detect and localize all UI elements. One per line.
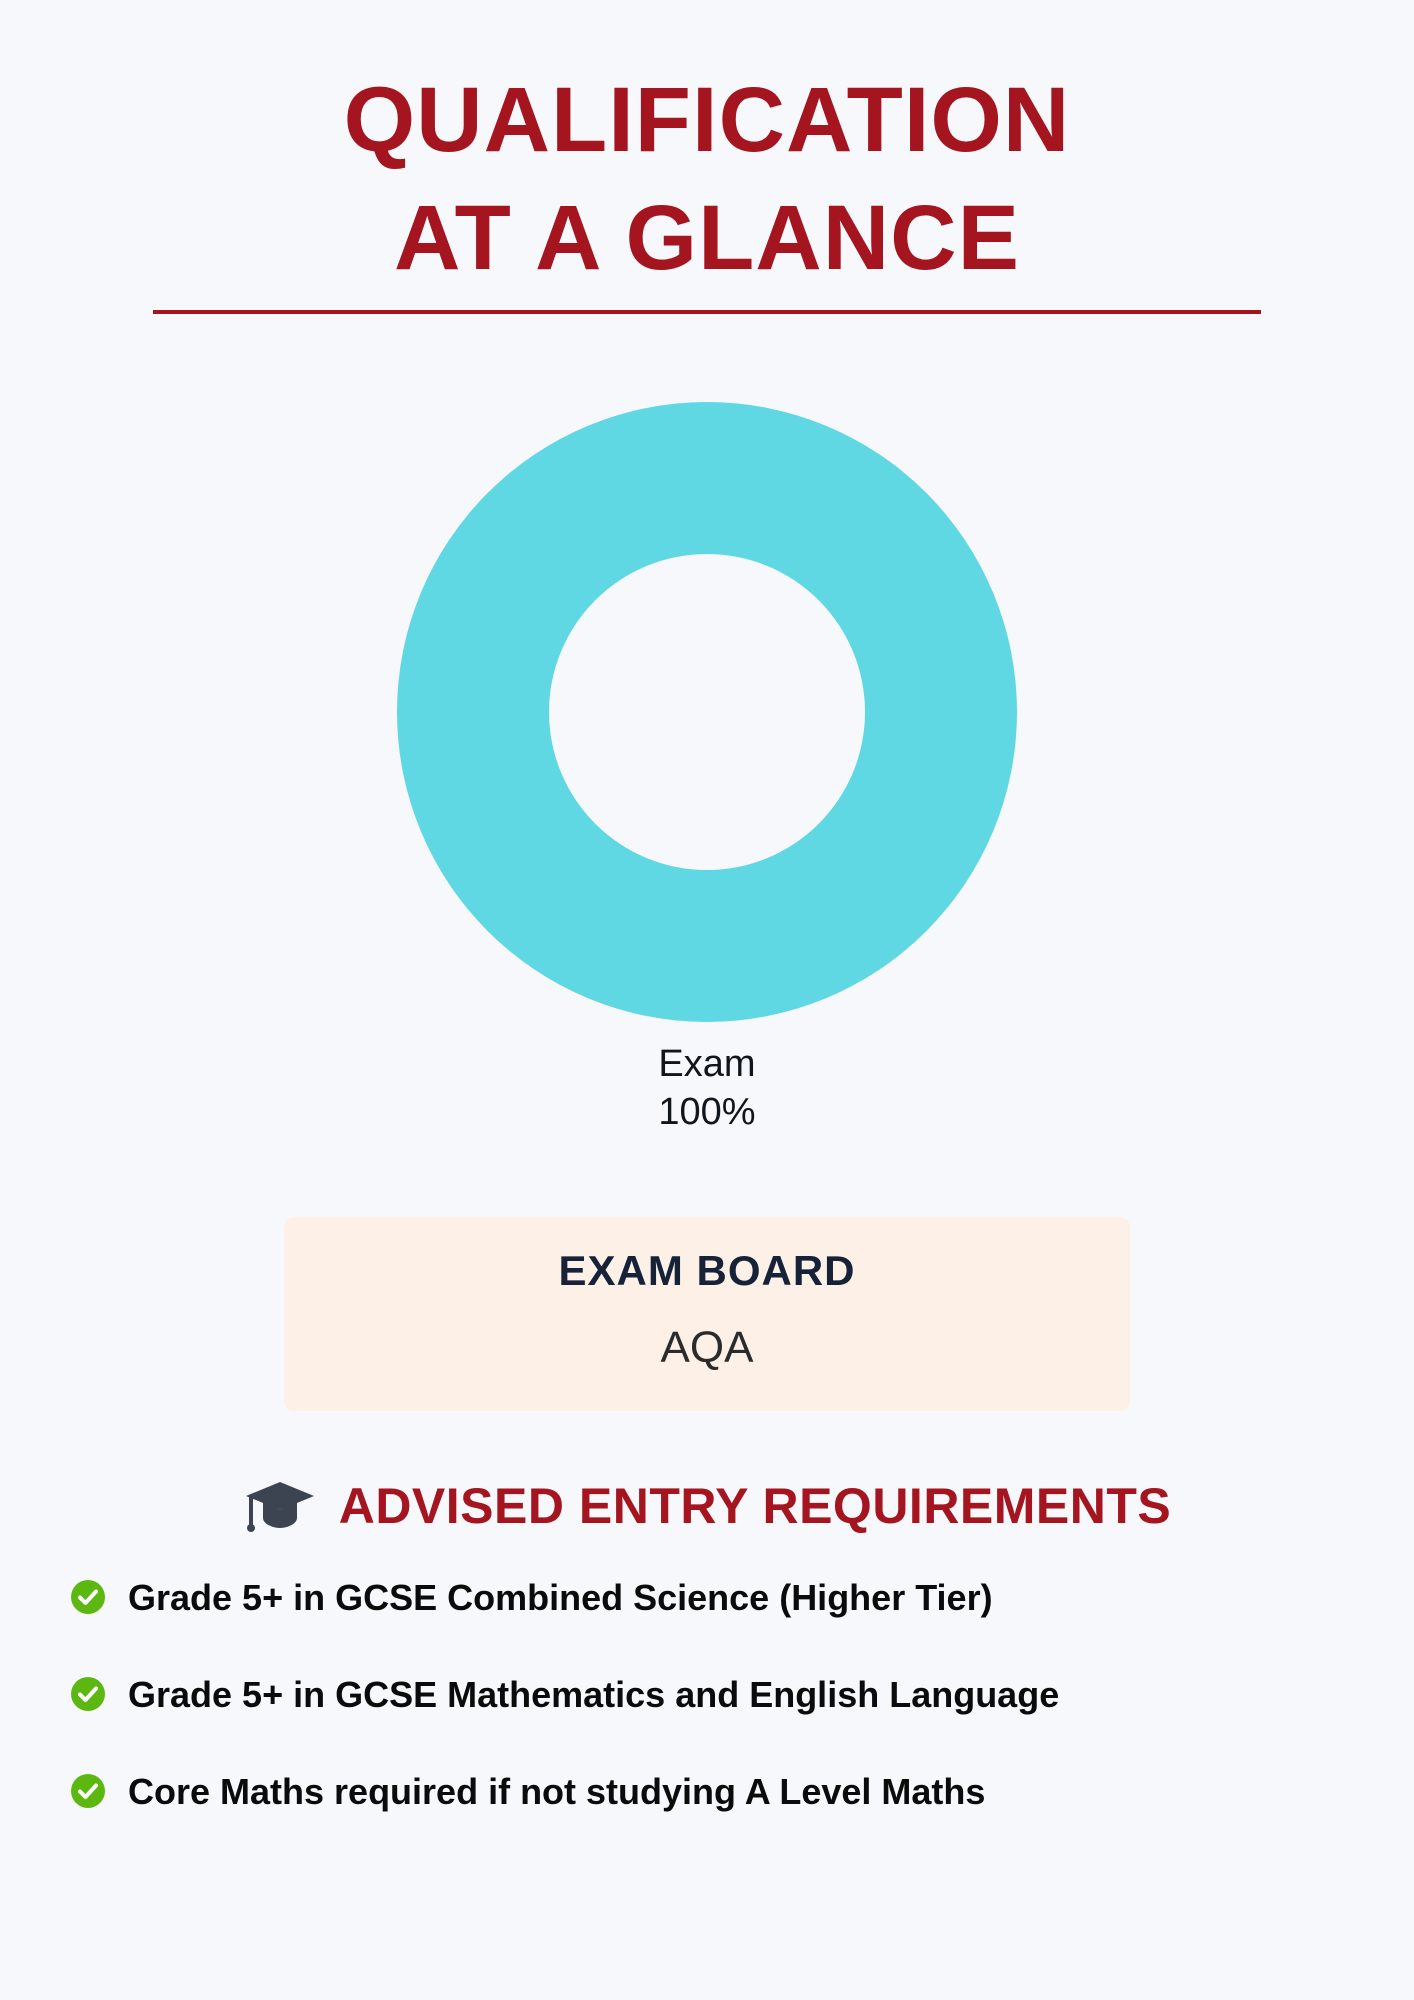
donut-label-value: 100% (658, 1091, 756, 1134)
assessment-donut-chart (0, 402, 1414, 1137)
donut-segment-exam (397, 402, 1017, 1022)
donut-label-name: Exam (658, 1042, 756, 1085)
page-title (0, 0, 1414, 314)
page-title-line-1: QUALIFICATION (343, 69, 1071, 171)
list-item (70, 1672, 1344, 1717)
list-item (70, 1769, 1344, 1814)
check-circle-icon (70, 1773, 106, 1809)
exam-board-card (284, 1217, 1130, 1411)
exam-board-value: AQA (660, 1322, 754, 1372)
entry-requirements-list (0, 1575, 1414, 1814)
graduation-cap-icon (243, 1478, 317, 1534)
page-title-line-2: AT A GLANCE (394, 186, 1020, 289)
donut-chart-label (658, 1040, 755, 1137)
check-circle-icon (70, 1676, 106, 1712)
requirement-text: Grade 5+ in GCSE Mathematics and English Language (128, 1673, 1060, 1715)
entry-requirements-header (0, 1477, 1414, 1535)
list-item (70, 1575, 1344, 1620)
entry-requirements-title: ADVISED ENTRY REQUIREMENTS (338, 1477, 1172, 1534)
title-divider (153, 310, 1261, 314)
donut-hole (549, 554, 865, 870)
check-circle-icon (70, 1579, 106, 1615)
requirement-text: Grade 5+ in GCSE Combined Science (Higher Tier) (128, 1576, 993, 1618)
exam-board-heading: EXAM BOARD (558, 1246, 856, 1294)
requirement-text: Core Maths required if not studying A Level Maths (128, 1770, 986, 1812)
